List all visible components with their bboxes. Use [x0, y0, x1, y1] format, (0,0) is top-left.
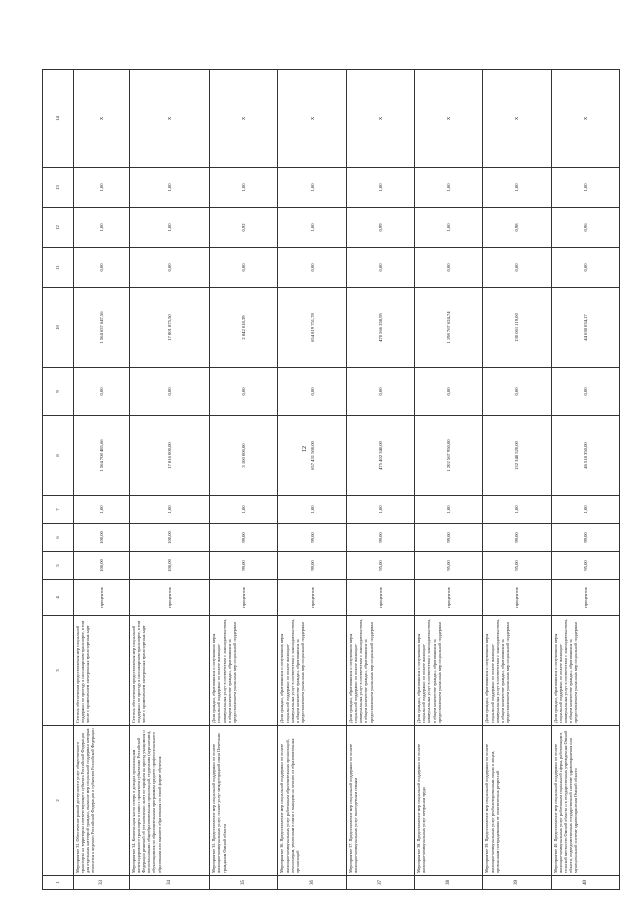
value-cell: 1,00 — [346, 168, 414, 208]
value-cell: 654 819 751,78 — [278, 288, 346, 368]
header-cell: 7 — [43, 496, 74, 524]
row-index-cell: 36 — [278, 876, 346, 890]
value-cell: 1,00 — [129, 496, 210, 524]
indicator-cell: Степень обеспечения предоставления мер социальной поддержки по проезду в пассажирском транспорте, в том числе с применением электронных транспортных карт — [129, 616, 210, 726]
value-cell: X — [415, 70, 483, 168]
value-cell: 657 431 500,00 — [278, 416, 346, 496]
value-cell: 99,00 — [483, 524, 551, 552]
event-cell: Мероприятие 39. Предоставление мер социальной поддержки по оплате жилищно-коммунальных услуг реабилитированным лицам и лицам, признанным пострадавшими от политических репрессий — [483, 726, 551, 876]
value-cell: 100,00 — [73, 524, 129, 552]
table-body — [73, 70, 619, 890]
event-cell: Мероприятие 34. Компенсация части потерь в доходах организациям железнодорожного транспорта в связи с принятием субъектами Российской Федерации решений об установлении льгот по тарифам на проезд учащимися и воспитанниками общеобразовательных организаций, студентами (курсантами), обучающимися по образовательным программам среднего профессионального образования или высшего образования по очной форме обучения — [129, 726, 210, 876]
value-cell: 0,92 — [210, 208, 278, 248]
value-cell: 1,00 — [551, 496, 619, 524]
value-cell: 1 564 708 485,66 — [73, 416, 129, 496]
value-cell: 99,00 — [415, 524, 483, 552]
value-cell: 99,00 — [210, 552, 278, 580]
value-cell: 1,00 — [346, 496, 414, 524]
value-cell: 99,00 — [278, 524, 346, 552]
event-cell: Мероприятие 40. Предоставление мер социальной поддержки по оплате жилищно-коммунальных услуг работникам социальной сферы, работающим в сельской местности Омской области и в государственных учреждениях Омской области, подведомственных государственной системе здравоохранения или муниципальной системе здравоохранения Омской области — [551, 726, 619, 876]
value-cell: X — [278, 70, 346, 168]
value-cell: 95,00 — [346, 552, 414, 580]
header-cell: 13 — [43, 168, 74, 208]
value-cell: X — [129, 70, 210, 168]
row-index-cell: 37 — [346, 876, 414, 890]
value-cell: 132 348 520,00 — [483, 416, 551, 496]
unit-cell: процентов — [210, 580, 278, 616]
value-cell: 1 202 567 950,00 — [415, 416, 483, 496]
header-cell: 1 — [43, 876, 74, 890]
value-cell: 470 566 258,95 — [346, 288, 414, 368]
value-cell: X — [210, 70, 278, 168]
header-cell: 4 — [43, 580, 74, 616]
table-row — [551, 70, 619, 890]
table-row — [278, 70, 346, 890]
value-cell: 0,00 — [483, 368, 551, 416]
value-cell: 100,00 — [73, 552, 129, 580]
value-cell: 1,00 — [210, 168, 278, 208]
value-cell: 99,00 — [346, 524, 414, 552]
header-cell: 3 — [43, 616, 74, 726]
page-number: 12 — [302, 446, 308, 452]
value-cell: 1,00 — [551, 168, 619, 208]
value-cell: 1,00 — [278, 168, 346, 208]
indicator-cell: Доля граждан, обратившихся и получивших меры социальной поддержки по оплате жилищно-коммунальных услуг в соответствии с законодательством, в общем количестве граждан, обратившихся за предоставлением указанных мер социальной поддержки — [415, 616, 483, 726]
unit-cell: процентов — [278, 580, 346, 616]
event-cell: Мероприятие 37. Предоставление мер социальной поддержки по оплате жилищно-коммунальных услуг многодетным семьям — [346, 726, 414, 876]
header-cell: 14 — [43, 70, 74, 168]
unit-cell: процентов — [346, 580, 414, 616]
value-cell: 99,00 — [551, 524, 619, 552]
value-cell: 0,00 — [278, 368, 346, 416]
row-index-cell: 35 — [210, 876, 278, 890]
value-cell: 46 518 350,00 — [551, 416, 619, 496]
event-cell: Мероприятие 36. Предоставление мер социальной поддержки по оплате жилищно-коммунальных услуг работникам образовательных организаций, пенсионерам, уволенным в связи с выходом на пенсию из образовательных организаций — [278, 726, 346, 876]
value-cell: 0,99 — [346, 208, 414, 248]
value-cell: 100,00 — [129, 552, 210, 580]
value-cell: 1,00 — [415, 168, 483, 208]
value-cell: 1,00 — [278, 496, 346, 524]
value-cell: 0,00 — [346, 368, 414, 416]
value-cell: 17 801 875,50 — [129, 288, 210, 368]
value-cell: 130 061 119,00 — [483, 288, 551, 368]
value-cell: 0,00 — [210, 368, 278, 416]
value-cell: 0,00 — [483, 248, 551, 288]
table-row — [415, 70, 483, 890]
value-cell: 0,96 — [551, 208, 619, 248]
header-cell: 2 — [43, 726, 74, 876]
value-cell: 0,98 — [483, 208, 551, 248]
value-cell: 1,00 — [210, 496, 278, 524]
row-index-cell: 39 — [483, 876, 551, 890]
value-cell: 99,00 — [210, 524, 278, 552]
value-cell: 100,00 — [129, 524, 210, 552]
value-cell: 1,00 — [483, 168, 551, 208]
value-cell: 95,00 — [415, 552, 483, 580]
header-cell: 6 — [43, 524, 74, 552]
value-cell: 1 198 767 624,74 — [415, 288, 483, 368]
value-cell: 1,00 — [129, 208, 210, 248]
value-cell: 0,00 — [210, 248, 278, 288]
event-cell: Мероприятие 35. Предоставление мер социальной поддержки по оплате жилищно-коммунальных услуг, оплате услуг междугородной связи Почетным гражданам Омской области — [210, 726, 278, 876]
value-cell: X — [346, 70, 414, 168]
value-cell: 0,00 — [129, 248, 210, 288]
table-row — [129, 70, 210, 890]
value-cell: 0,00 — [551, 368, 619, 416]
row-index-cell: 34 — [129, 876, 210, 890]
header-cell: 11 — [43, 248, 74, 288]
unit-cell: процентов — [551, 580, 619, 616]
value-cell: 3 100 000,00 — [210, 416, 278, 496]
value-cell: 1,00 — [415, 208, 483, 248]
table-row — [346, 70, 414, 890]
value-cell: X — [551, 70, 619, 168]
unit-cell: процентов — [415, 580, 483, 616]
header-cell: 9 — [43, 368, 74, 416]
indicators-table — [42, 69, 620, 890]
unit-cell: процентов — [129, 580, 210, 616]
table-row — [210, 70, 278, 890]
indicator-cell: Степень обеспечения предоставления мер социальной поддержки по проезду в пассажирском транспорте, в том числе с применением электронных транспортных карт — [73, 616, 129, 726]
event-cell: Мероприятие 33. Обеспечение равной доступности услуг общественного транспорта на территории соответствующего субъекта Российской Федерации для отдельных категорий граждан, оказание мер социальной поддержки которых относится к ведению Российской Федерации и субъектов Российской Федерации — [73, 726, 129, 876]
value-cell: 1,00 — [73, 496, 129, 524]
header-cell: 8 — [43, 416, 74, 496]
header-cell: 10 — [43, 288, 74, 368]
indicator-cell: Доля граждан, обратившихся и получивших меры социальной поддержки по оплате жилищно-коммунальных услуг в соответствии с законодательством, в общем количестве граждан, обратившихся за предоставлением указанных мер социальной поддержки — [483, 616, 551, 726]
table-row — [73, 70, 129, 890]
value-cell: 0,00 — [129, 368, 210, 416]
unit-cell: процентов — [483, 580, 551, 616]
value-cell: 1 564 657 647,56 — [73, 288, 129, 368]
value-cell: 0,00 — [551, 248, 619, 288]
value-cell: 0,00 — [278, 248, 346, 288]
row-index-cell: 38 — [415, 876, 483, 890]
value-cell: X — [483, 70, 551, 168]
value-cell: 1,00 — [483, 496, 551, 524]
indicator-cell: Доля граждан, обратившихся и получивших меры социальной поддержки по оплате жилищно-коммунальных услуг в соответствии с законодательством, в общем количестве граждан, обратившихся за предоставлением указанных мер социальной поддержки — [551, 616, 619, 726]
value-cell: 0,00 — [346, 248, 414, 288]
value-cell: 0,00 — [415, 368, 483, 416]
indicator-cell: Доля граждан, обратившихся и получивших меры социальной поддержки по оплате жилищно-коммунальных услуг в соответствии с законодательством, в общем количестве граждан, обратившихся за предоставлением указанных мер социальной поддержки — [278, 616, 346, 726]
value-cell: 1,00 — [415, 496, 483, 524]
value-cell: 2 842 018,39 — [210, 288, 278, 368]
value-cell: 475 402 340,00 — [346, 416, 414, 496]
rotated-table-wrapper — [42, 70, 620, 890]
value-cell: 44 638 034,17 — [551, 288, 619, 368]
value-cell: 1,00 — [278, 208, 346, 248]
value-cell: 99,00 — [278, 552, 346, 580]
table-row — [483, 70, 551, 890]
value-cell: 95,00 — [551, 552, 619, 580]
indicator-cell: Доля граждан, обратившихся и получивших меры социальной поддержки по оплате жилищно-коммунальных услуг в соответствии с законодательством, в общем количестве граждан, обратившихся за предоставлением указанных мер социальной поддержки — [346, 616, 414, 726]
value-cell: 95,00 — [483, 552, 551, 580]
value-cell: X — [73, 70, 129, 168]
value-cell: 1,00 — [129, 168, 210, 208]
indicator-cell: Доля граждан, обратившихся и получивших меры социальной поддержки по оплате жилищно-коммунальных услуг в соответствии с законодательством, в общем количестве граждан, обратившихся за предоставлением указанных мер социальной поддержки — [210, 616, 278, 726]
value-cell: 1,00 — [73, 168, 129, 208]
value-cell: 17 816 000,00 — [129, 416, 210, 496]
unit-cell: процентов — [73, 580, 129, 616]
header-row — [43, 70, 74, 890]
value-cell: 0,00 — [73, 368, 129, 416]
value-cell: 1,00 — [73, 208, 129, 248]
header-cell: 12 — [43, 208, 74, 248]
event-cell: Мероприятие 38. Предоставление мер социальной поддержки по оплате жилищно-коммунальных услуг ветеранам труда — [415, 726, 483, 876]
header-cell: 5 — [43, 552, 74, 580]
row-index-cell: 40 — [551, 876, 619, 890]
row-index-cell: 33 — [73, 876, 129, 890]
value-cell: 0,00 — [73, 248, 129, 288]
value-cell: 0,00 — [415, 248, 483, 288]
